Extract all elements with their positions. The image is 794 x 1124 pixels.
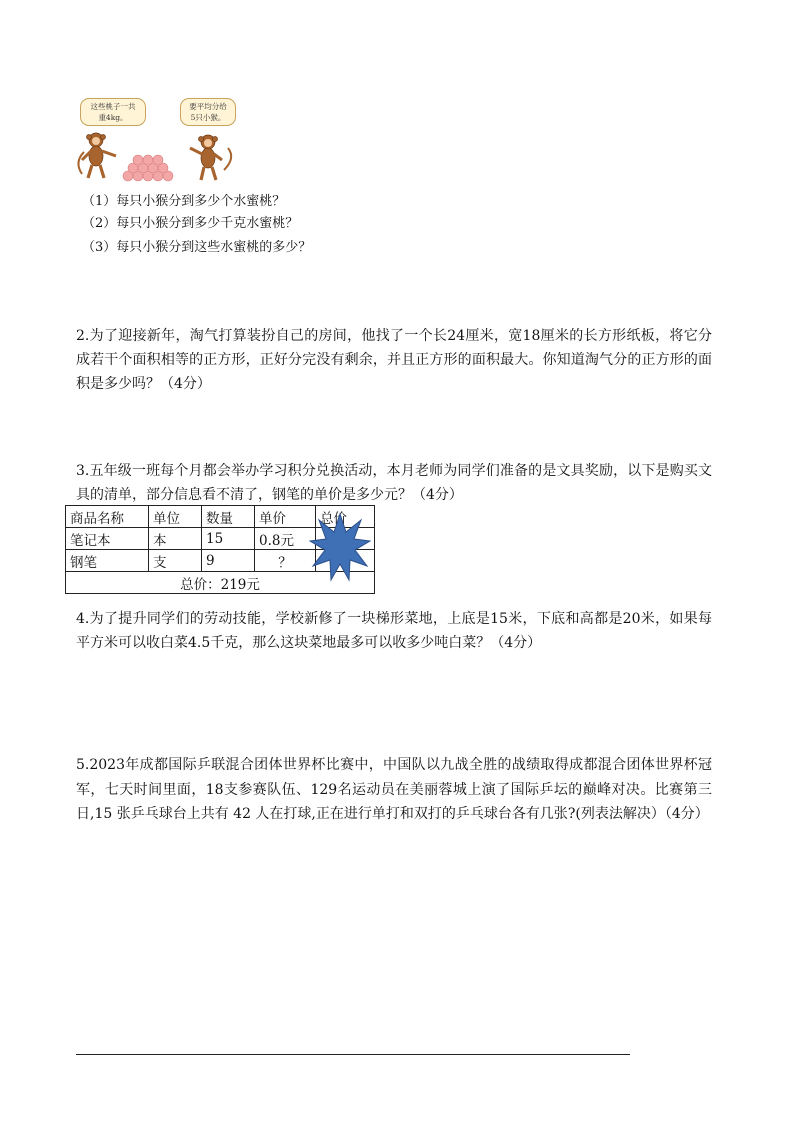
table-cell: 笔记本 bbox=[66, 528, 149, 550]
table-header-cell: 单价 bbox=[255, 506, 316, 528]
question-1-part-2: （2）每只小猴分到多少千克水蜜桃？ bbox=[82, 216, 299, 231]
table-cell: ？ bbox=[255, 550, 316, 572]
question-4: 4.为了提升同学们的劳动技能，学校新修了一块梯形菜地，上底是15米，下底和高都是20米，如果每平方米可以收白菜4.5千克，那么这块菜地最多可以收多少吨白菜？（4分） bbox=[76, 611, 712, 651]
question-1-part-3: （3）每只小猴分到这些水蜜桃的多少？ bbox=[82, 240, 312, 255]
bubble-left-line-1: 这些桃子一共 bbox=[90, 102, 136, 111]
table-cell: 0.8元 bbox=[255, 528, 316, 550]
bottom-divider-line bbox=[76, 1054, 630, 1055]
ink-blot-star-icon bbox=[309, 512, 371, 582]
question-5: 5.2023年成都国际乒联混合团体世界杯比赛中，中国队以九战全胜的战绩取得成都混合团体世界杯冠军，七天时间里面，18支参赛队伍、129名运动员在美丽蓉城上演了国际乒坛的巅峰对决。比赛第三日,15 张乒乓球台上共有 42 人在打球,正在进行单打和双打的乒乓球台各有几张?(列表法解决）（4分） bbox=[76, 757, 712, 822]
question-3: 3.五年级一班每个月都会举办学习积分兑换活动，本月老师为同学们准备的是文具奖励，以下是购买文具的清单，部分信息看不清了，钢笔的单价是多少元？（4分） bbox=[76, 463, 712, 503]
question-1-part-1: （1）每只小猴分到多少个水蜜桃？ bbox=[82, 194, 286, 209]
table-cell: 15 bbox=[202, 528, 255, 550]
table-header-cell: 商品名称 bbox=[66, 506, 149, 528]
peach-pile-icon bbox=[123, 155, 173, 181]
illustration-art bbox=[76, 96, 246, 184]
monkey-left-icon bbox=[78, 133, 116, 178]
table-cell: 支 bbox=[149, 550, 202, 572]
question-2: 2.为了迎接新年，淘气打算装扮自己的房间，他找了一个长24厘米，宽18厘米的长方形纸板，将它分成若干个面积相等的正方形，正好分完没有剩余，并且正方形的面积最大。你知道淘气分的正方形的面积是多少吗？（4分） bbox=[76, 328, 712, 392]
table-header-cell: 单位 bbox=[149, 506, 202, 528]
table-cell: 本 bbox=[149, 528, 202, 550]
table-cell: 钢笔 bbox=[66, 550, 149, 572]
bubble-right-line-2: 5只小猴。 bbox=[190, 113, 226, 122]
table-header-cell: 数量 bbox=[202, 506, 255, 528]
monkey-right-icon bbox=[190, 135, 231, 180]
monkeys-peaches-illustration bbox=[76, 96, 246, 184]
ink-blot-shape bbox=[310, 514, 370, 580]
bubble-right-line-1: 要平均分给 bbox=[189, 102, 227, 111]
table-cell: 9 bbox=[202, 550, 255, 572]
bubble-left-line-2: 重4kg。 bbox=[98, 113, 128, 122]
table-total-cell: 总价：219元 bbox=[66, 572, 375, 594]
table-header-cell: 总价 bbox=[316, 506, 375, 528]
